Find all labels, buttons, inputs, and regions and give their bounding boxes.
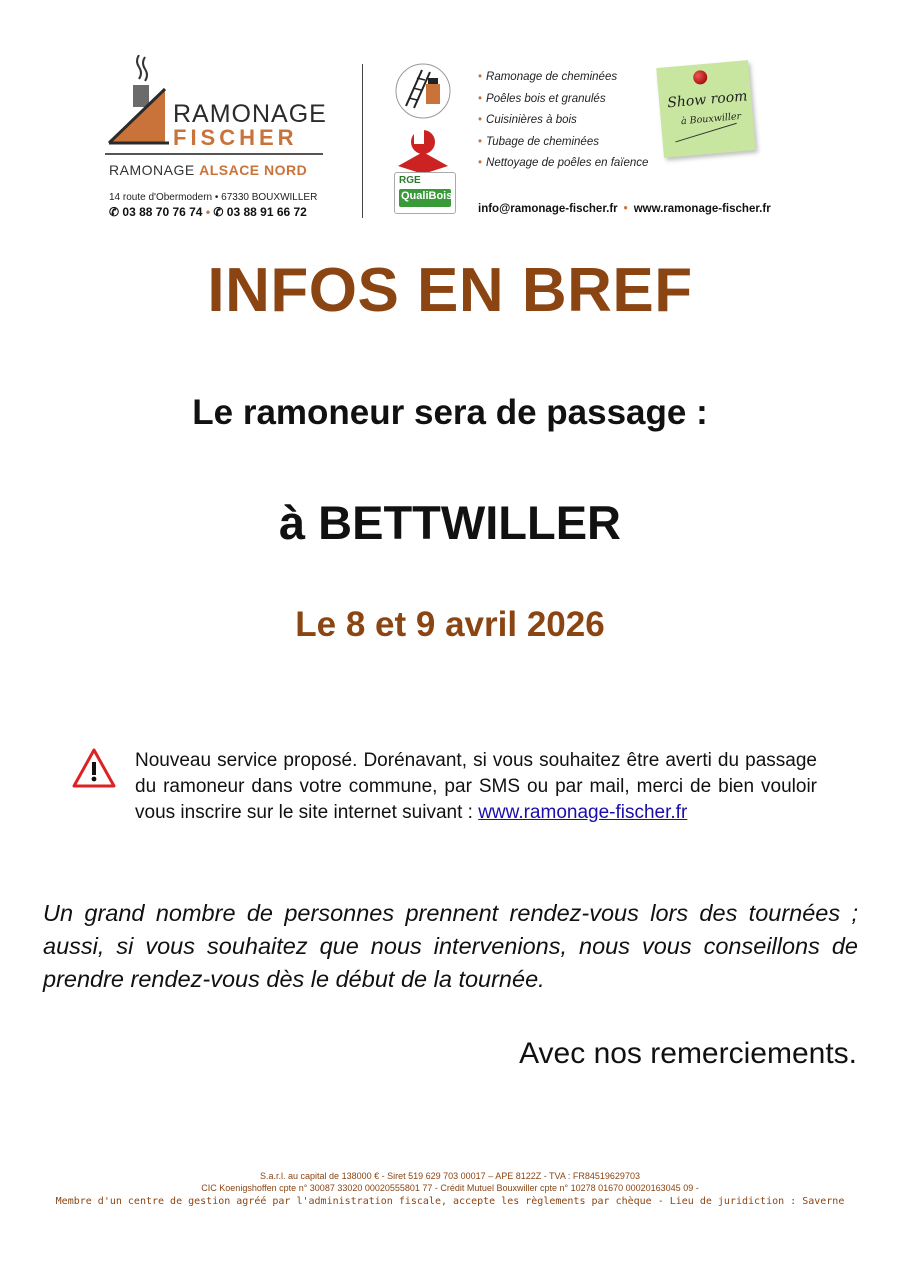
- bullet-icon: •: [478, 135, 483, 148]
- service-item: • Tubage de cheminées: [478, 135, 599, 148]
- town-name: à BETTWILLER: [278, 496, 622, 549]
- service-item: • Nettoyage de poêles en faïence: [478, 157, 649, 169]
- bullet-icon: •: [478, 157, 483, 169]
- qualibois-label: QualiBois: [401, 190, 453, 202]
- footer-company-info: S.a.r.l. au capital de 138000 € - Siret 519 629 703 00017 – APE 8122Z - TVA : FR84519629703: [260, 1171, 640, 1181]
- brand-tagline-prefix: RAMONAGE: [109, 162, 200, 178]
- visit-announcement: Le ramoneur sera de passage :: [192, 393, 708, 432]
- showroom-city: à Bouxwiller: [680, 110, 742, 128]
- appointment-advice: Un grand nombre de personnes prennent rendez-vous lors des tournées ; aussi, si vous souhaitez que nous intervenions, nous vous conseillons de prendre rendez-vous dès le début de la tournée.: [43, 900, 858, 992]
- header-divider: [362, 64, 363, 218]
- brand-name: RAMONAGE: [173, 100, 327, 128]
- website-link[interactable]: www.ramonage-fischer.fr: [478, 802, 688, 823]
- legal-footer: [0, 1171, 900, 1209]
- rge-qualibois-badge: [394, 172, 456, 214]
- closing-thanks: Avec nos remerciements.: [519, 1037, 857, 1070]
- phone-number-2: 03 88 91 66 72: [226, 205, 307, 219]
- letterhead: [0, 0, 900, 230]
- visit-date: Le 8 et 9 avril 2026: [295, 605, 605, 644]
- services-list: [478, 67, 648, 175]
- corporation-badge-icon: [392, 60, 454, 122]
- bullet-icon: •: [478, 92, 483, 105]
- phone-icon: ✆: [109, 205, 120, 219]
- contact-email[interactable]: info@ramonage-fischer.fr: [478, 203, 618, 215]
- brand-tagline: [109, 162, 307, 178]
- contact-website[interactable]: www.ramonage-fischer.fr: [633, 203, 771, 215]
- footer-bank-info: CIC Koenigshoffen cpte n° 30087 33020 00020555801 77 - Crédit Mutuel Bouxwiller cpte n° 10278 01670 00020163045 09 -: [201, 1182, 699, 1193]
- brand-tagline-highlight: ALSACE NORD: [199, 162, 308, 178]
- service-item: • Ramonage de cheminées: [478, 71, 618, 83]
- separator-dot: •: [623, 203, 628, 215]
- phone-number-1: 03 88 70 76 74: [122, 205, 203, 219]
- service-item: • Cuisinières à bois: [478, 114, 577, 126]
- new-service-notice: [135, 748, 817, 826]
- company-address: 14 route d'Obermodern • 67330 BOUXWILLER: [109, 192, 318, 203]
- brand-divider: [105, 153, 323, 155]
- pin-icon: [693, 70, 708, 85]
- company-phones: [109, 205, 307, 219]
- service-item: • Poêles bois et granulés: [478, 92, 606, 105]
- footer-legal-info: Membre d'un centre de gestion agréé par l'administration fiscale, accepte les règlements par chèque - Lieu de juridiction : Saverne: [55, 1196, 845, 1207]
- page-title: INFOS EN BREF: [207, 256, 693, 325]
- roof-chimney-logo-icon: [105, 55, 175, 145]
- notice-text: Nouveau service proposé. Dorénavant, si vous souhaitez être averti du passage du ramoneur dans votre commune, par SMS ou par mail, merci de bien vouloir vous inscrire sur le site internet suivant :: [135, 750, 817, 823]
- separator-dot: •: [205, 205, 211, 219]
- showroom-title: Show room: [666, 88, 749, 112]
- phone-icon: ✆: [213, 205, 224, 219]
- qualite-badge-icon: [392, 122, 454, 174]
- contact-line: [478, 203, 771, 215]
- rge-label: RGE: [399, 175, 421, 186]
- brand-sub: FISCHER: [173, 125, 298, 150]
- bullet-icon: •: [478, 71, 483, 83]
- warning-triangle-icon: [72, 748, 116, 788]
- bullet-icon: •: [478, 114, 483, 126]
- showroom-sticky-note: [656, 60, 755, 158]
